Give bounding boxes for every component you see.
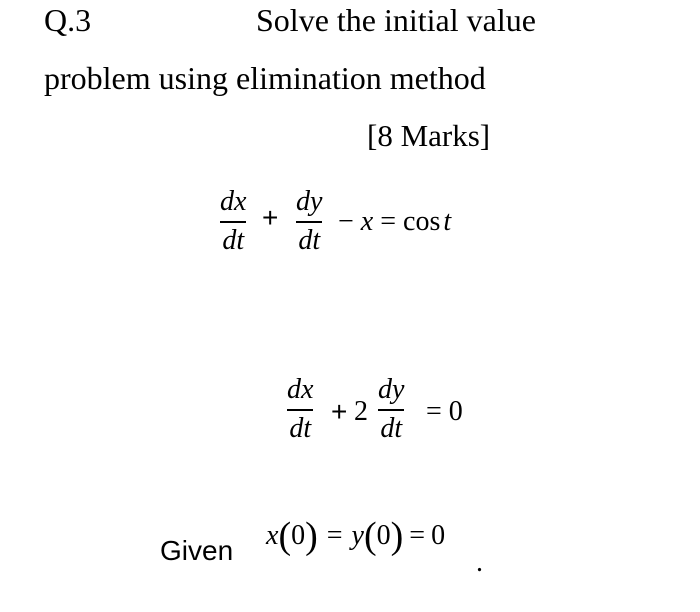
eq1-fraction-dy-dt	[296, 187, 322, 256]
eq2-zero: 0	[448, 396, 463, 427]
eq1-rhs	[338, 206, 451, 238]
ic-close-paren-2: )	[390, 515, 404, 557]
ic-equals-2: =	[409, 520, 426, 551]
ic-open-paren-2: (	[363, 515, 377, 557]
eq2-frac2-denominator: dt	[380, 412, 403, 444]
eq1-frac1-numerator: dx	[220, 186, 247, 217]
ic-x: x	[266, 520, 279, 551]
fraction-bar	[378, 409, 404, 411]
eq1-var-t: t	[443, 206, 452, 237]
ic-zero-1: 0	[291, 520, 306, 551]
eq1-plus: +	[262, 202, 279, 233]
eq1-minus: −	[338, 206, 354, 237]
eq1-fraction-dx-dt	[220, 187, 246, 256]
eq1-equals: =	[380, 206, 397, 237]
eq2-coefficient: 2	[354, 396, 368, 427]
ic-period: .	[476, 547, 483, 578]
eq2-fraction-dx-dt	[287, 375, 313, 444]
eq1-frac1-denominator: dt	[222, 224, 245, 256]
fraction-bar	[296, 221, 322, 223]
marks-label: [8 Marks]	[367, 118, 491, 153]
ic-zero-2: 0	[376, 520, 391, 551]
initial-conditions	[266, 517, 445, 555]
ic-y: y	[351, 520, 364, 551]
eq2-fraction-dy-dt	[378, 375, 404, 444]
eq2-rhs	[426, 396, 463, 428]
given-label: Given	[160, 535, 234, 566]
fraction-bar	[220, 221, 246, 223]
eq2-frac2-numerator: dy	[378, 374, 405, 405]
eq2-plus: +	[331, 396, 348, 427]
eq2-equals: =	[426, 396, 442, 427]
ic-close-paren-1: )	[305, 515, 318, 557]
eq2-frac1-denominator: dt	[289, 412, 312, 444]
eq1-frac2-denominator: dt	[298, 224, 321, 256]
question-continuation: problem using elimination method	[44, 60, 486, 96]
eq1-cos: cos	[403, 206, 441, 237]
question-title: Solve the initial value	[256, 2, 536, 38]
fraction-bar	[287, 409, 313, 411]
eq2-frac1-numerator: dx	[287, 374, 314, 405]
ic-zero-3: 0	[431, 520, 446, 551]
eq1-var-x: x	[360, 206, 374, 237]
question-number: Q.3	[44, 2, 92, 38]
ic-open-paren-1: (	[278, 515, 292, 557]
ic-equals-1: =	[326, 520, 343, 551]
eq1-frac2-numerator: dy	[296, 186, 323, 217]
